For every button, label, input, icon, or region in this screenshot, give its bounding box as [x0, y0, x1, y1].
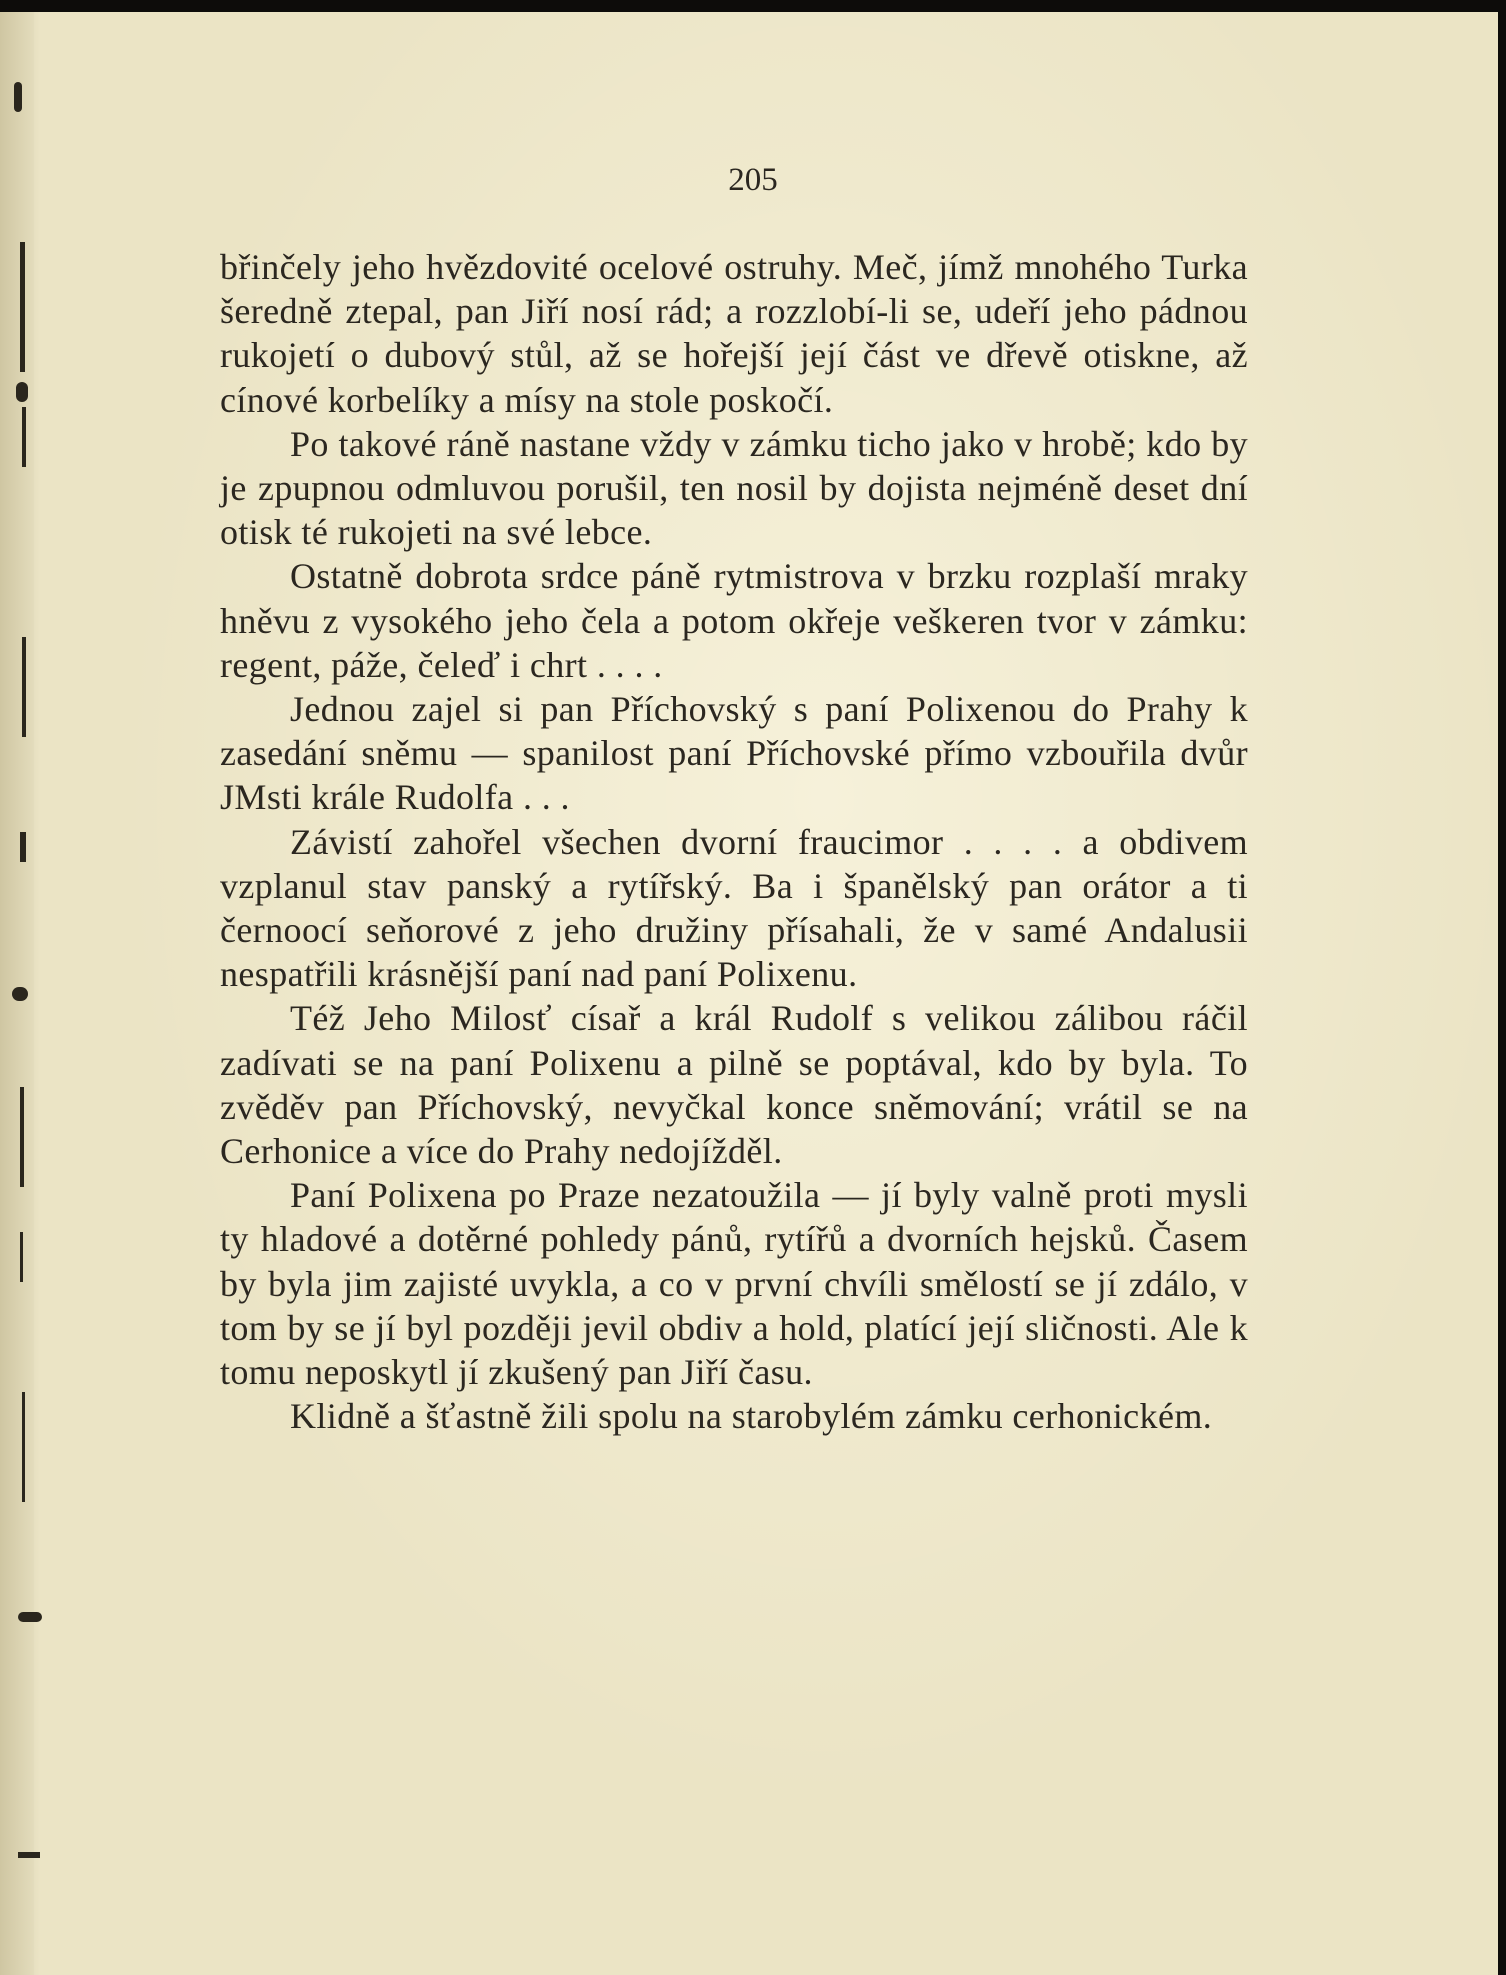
paragraph: Ostatně dobrota srdce páně rytmistrova v brzku rozplaší mraky hněvu z vysokého jeho čela a potom okřeje veškeren tvor v zámku: regent, páže, čeleď i chrt . . . .: [220, 556, 1248, 685]
binding-mark: [14, 82, 22, 112]
paragraph: břinčely jeho hvězdovité ocelové ostruhy. Meč, jímž mnohého Turka šeredně ztepal, pan Jiří nosí rád; a rozzlobí-li se, udeří jeho pádnou rukojetí o dubový stůl, až se hořejší její část ve dřevě otiskne, až cínové korbelíky a mísy na stole poskočí.: [220, 247, 1248, 420]
binding-mark: [18, 1612, 42, 1622]
binding-mark: [22, 407, 26, 467]
binding-mark: [20, 1232, 23, 1282]
binding-mark: [12, 987, 28, 1001]
paragraph: Závistí zahořel všechen dvorní fraucimor . . . . a obdivem vzplanul stav panský a rytířský. Ba i španělský pan orátor a ti černoocí seňorové z jeho družiny přísahali, že v samé Andalusii nespatřili krásnější paní nad paní Polixenu.: [220, 821, 1248, 995]
binding-mark: [16, 382, 28, 402]
paragraph: Paní Polixena po Praze nezatoužila — jí byly valně proti mysli ty hladové a dotěrné pohledy pánů, rytířů a dvorních hejsků. Časem by byla jim zajisté uvykla, a co v první chvíli smělostí se jí zdálo, v tom by se jí byl později jevil obdiv a hold, platící její sličnosti. Ale k tomu neposkytl jí zkušený pan Jiří času.: [220, 1175, 1248, 1393]
binding-mark: [22, 1392, 25, 1502]
binding-mark: [20, 1087, 24, 1187]
body-text: [220, 245, 1248, 1438]
binding-mark: [20, 242, 25, 372]
page-number: 205: [728, 162, 778, 198]
binding-mark: [22, 637, 26, 737]
paragraph: Jednou zajel si pan Příchovský s paní Polixenou do Prahy k zasedání sněmu — spanilost paní Příchovské přímo vzbouřila dvůr JMsti krále Rudolfa . . .: [220, 689, 1248, 818]
paragraph: Klidně a šťastně žili spolu na starobylém zámku cerhonickém.: [290, 1396, 1213, 1437]
book-page: [0, 12, 1498, 1975]
binding-mark: [20, 832, 26, 862]
paragraph: Též Jeho Milosť císař a král Rudolf s velikou zálibou ráčil zadívati se na paní Polixenu a pilně se poptával, kdo by byla. To zvěděv pan Příchovský, nevyčkal konce sněmování; vrátil se na Cerhonice a více do Prahy nedojížděl.: [220, 998, 1248, 1172]
paragraph: Po takové ráně nastane vždy v zámku ticho jako v hrobě; kdo by je zpupnou odmluvou porušil, ten nosil by dojista nejméně deset dní otisk té rukojeti na své lebce.: [220, 423, 1248, 553]
binding-mark: [18, 1852, 40, 1858]
